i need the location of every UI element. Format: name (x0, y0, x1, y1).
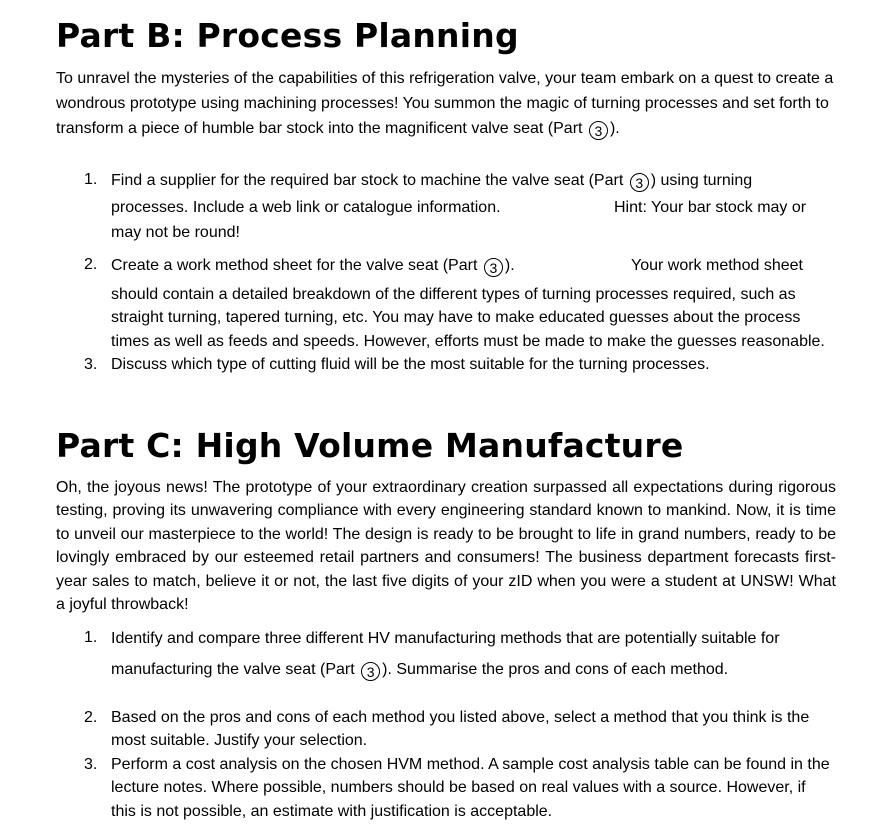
item-text: Identify and compare three different HV manufacturing methods that are potentially suitable for (111, 630, 780, 647)
hint-text: Your work method sheet (631, 257, 803, 274)
list-item (0, 168, 833, 245)
circled-number: 3 (630, 173, 649, 192)
item-text: Based on the pros and cons of each method you listed above, select a method that you think is the most suitable. Justify your selection. (111, 709, 810, 750)
part-c-heading: Part C: High Volume Manufacture (56, 426, 684, 465)
item-text: ). Summarise the pros and cons of each method. (382, 661, 729, 678)
list-item (0, 253, 833, 353)
item-text: Perform a cost analysis on the chosen HVM method. A sample cost analysis table can be found in the lecture notes. Where possible, numbers should be based on real values with a source. However, if this is not possible, an estimate with justification is acceptable. (111, 755, 830, 820)
part-b-list (0, 168, 886, 377)
item-number: 3. (84, 755, 98, 773)
part-c-intro: Oh, the joyous news! The prototype of your extraordinary creation surpassed all expectations during rigorous testing, proving its unwavering compliance with every engineering standard known to mankind. Now, it is time to unveil our masterpiece to the world! The design is ready to be brought to life in grand numbers, ready to be lovingly embraced by our esteemed retail partners and consumers! The business department forecasts first-year sales to match, believe it or not, the last five digits of your zID when you were a student at UNSW! What a joyful throwback! (56, 479, 836, 614)
item-text: processes. Include a web link or catalogue information. (111, 199, 501, 216)
item-text: Discuss which type of cutting fluid will be the most suitable for the turning processes. (111, 356, 710, 374)
item-text: ) using turning (650, 172, 753, 189)
item-number: 3. (84, 356, 98, 374)
part-b-heading: Part B: Process Planning (56, 16, 519, 55)
circled-number: 3 (589, 121, 608, 140)
item-text: ). (504, 257, 515, 274)
item-number: 2. (84, 709, 98, 726)
item-text: Find a supplier for the required bar stock to machine the valve seat (Part (111, 172, 624, 189)
item-text: should contain a detailed breakdown of the different types of turning processes required, such as straight turning, tapered turning, etc. You may have to make educated guesses about the process times as well as feeds and speeds. However, efforts must be made to make the guesses reasonable. (111, 286, 825, 350)
item-number: 1. (84, 629, 98, 646)
item-text: Create a work method sheet for the valve seat (Part (111, 257, 478, 274)
item-text: manufacturing the valve seat (Part (111, 661, 355, 678)
circled-number: 3 (361, 662, 380, 681)
part-c-list (0, 626, 886, 823)
list-item (0, 353, 833, 376)
hint-text: Hint: Your bar stock may or (614, 199, 807, 216)
part-b-intro-text: To unravel the mysteries of the capabilities of this refrigeration valve, your team embark on a quest to create a wondrous prototype using machining processes! You summon the magic of turning processes and set forth to transform a piece of humble bar stock into the magnificent valve seat (Part (56, 70, 834, 137)
list-item (0, 753, 833, 823)
item-text: may not be round! (111, 224, 240, 241)
part-b-intro (56, 66, 836, 141)
item-number: 2. (84, 256, 98, 273)
circled-number: 3 (484, 258, 503, 277)
item-number: 1. (84, 171, 98, 188)
list-item (0, 626, 833, 706)
part-b-intro-end: ). (609, 120, 620, 137)
list-item (0, 706, 833, 753)
